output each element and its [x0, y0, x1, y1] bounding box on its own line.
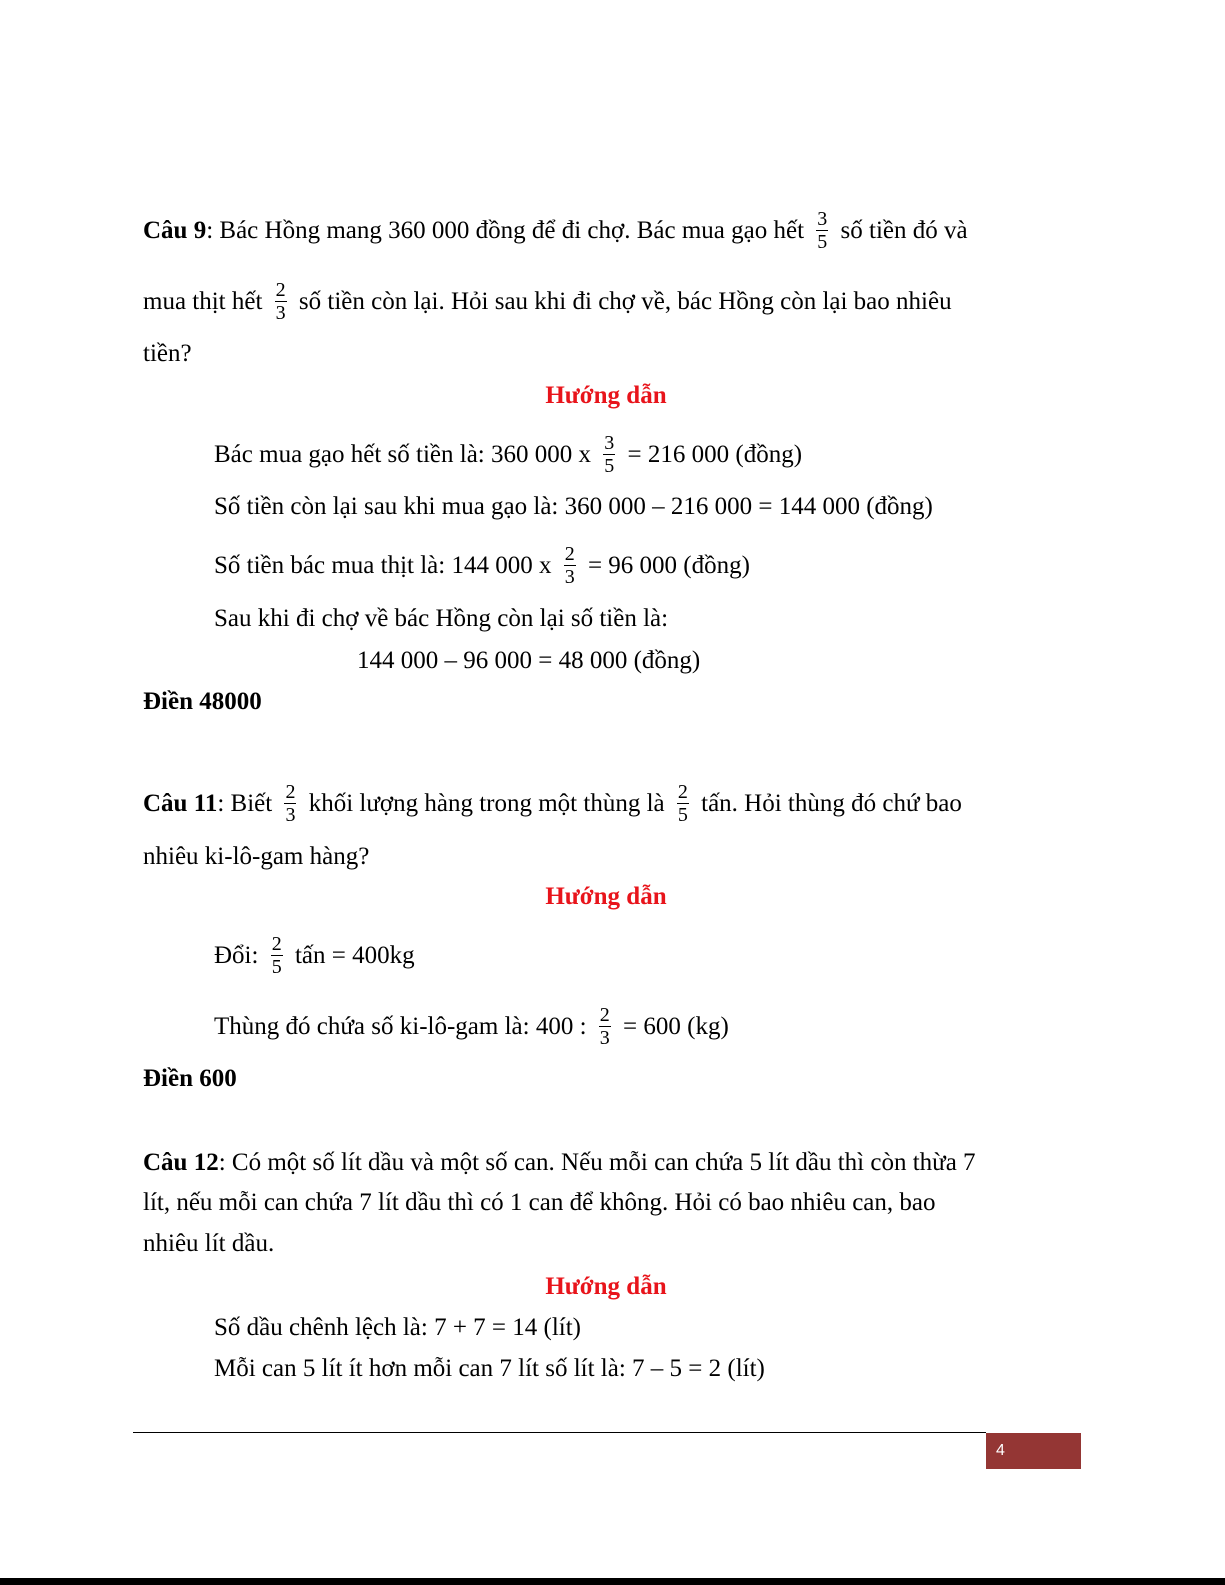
q11-heading: Hướng dẫn: [545, 883, 667, 910]
q12-line-3: nhiêu lít dầu.: [143, 1230, 275, 1257]
footer-divider: [133, 1432, 986, 1433]
q9-line-3: tiền?: [143, 340, 192, 367]
q11-step-2: Thùng đó chứa số ki-lô-gam là: 400 : $\frac{2}{3}$ = 600 (kg): [214, 1004, 729, 1049]
fraction: $\frac{2}{5}$: [271, 933, 282, 978]
q12-heading: Hướng dẫn: [545, 1273, 667, 1300]
q9-heading: Hướng dẫn: [545, 382, 667, 409]
q12-line-2: lít, nếu mỗi can chứa 7 lít dầu thì có 1 can để không. Hỏi có bao nhiêu can, bao: [143, 1189, 936, 1216]
fraction: $\frac{3}{5}$: [817, 208, 828, 253]
q12-step-1: Số dầu chênh lệch là: 7 + 7 = 14 (lít): [214, 1314, 582, 1341]
q9-step-3: Số tiền bác mua thịt là: 144 000 x $\frac{2}{3}$ = 96 000 (đồng): [214, 543, 750, 588]
q9-label: Câu 9: [143, 217, 207, 245]
fraction: $\frac{2}{3}$: [275, 279, 286, 324]
fraction: $\frac{2}{3}$: [285, 781, 296, 826]
q12-label: Câu 12: [143, 1149, 219, 1176]
bottom-edge: [0, 1578, 1225, 1585]
page-number: 4: [986, 1433, 1081, 1469]
q9-line-1: Câu 9: Bác Hồng mang 360 000 đồng để đi chợ. Bác mua gạo hết $\frac{3}{5}$ số tiền đó và: [143, 208, 968, 253]
q11-step-1: Đổi: $\frac{2}{5}$ tấn = 400kg: [214, 933, 415, 978]
q12-line-1: Câu 12: Có một số lít dầu và một số can. Nếu mỗi can chứa 5 lít dầu thì còn thừa 7: [143, 1149, 976, 1176]
q9-step-4: Sau khi đi chợ về bác Hồng còn lại số tiền là:: [214, 605, 669, 632]
q9-answer: Điền 48000: [143, 688, 262, 715]
fraction: $\frac{2}{5}$: [677, 781, 688, 826]
q12-step-2: Mỗi can 5 lít ít hơn mỗi can 7 lít số lít là: 7 – 5 = 2 (lít): [214, 1355, 765, 1382]
fraction: $\frac{3}{5}$: [604, 432, 615, 477]
fraction: $\frac{2}{3}$: [564, 543, 575, 588]
q9-step-1: Bác mua gạo hết số tiền là: 360 000 x $\frac{3}{5}$ = 216 000 (đồng): [214, 432, 803, 477]
q9-line-2: mua thịt hết $\frac{2}{3}$ số tiền còn lại. Hỏi sau khi đi chợ về, bác Hồng còn lại bao nhiêu: [143, 279, 952, 324]
fraction: $\frac{2}{3}$: [599, 1004, 610, 1049]
q11-label: Câu 11: [143, 790, 218, 818]
q11-line-2: nhiêu ki-lô-gam hàng?: [143, 843, 370, 870]
q9-step-5: 144 000 – 96 000 = 48 000 (đồng): [357, 647, 701, 674]
q11-line-1: Câu 11: Biết $\frac{2}{3}$ khối lượng hàng trong một thùng là $\frac{2}{5}$ tấn. Hỏi thùng đó chứ bao: [143, 781, 962, 826]
q11-answer: Điền 600: [143, 1065, 237, 1092]
q9-step-2: Số tiền còn lại sau khi mua gạo là: 360 000 – 216 000 = 144 000 (đồng): [214, 493, 933, 520]
